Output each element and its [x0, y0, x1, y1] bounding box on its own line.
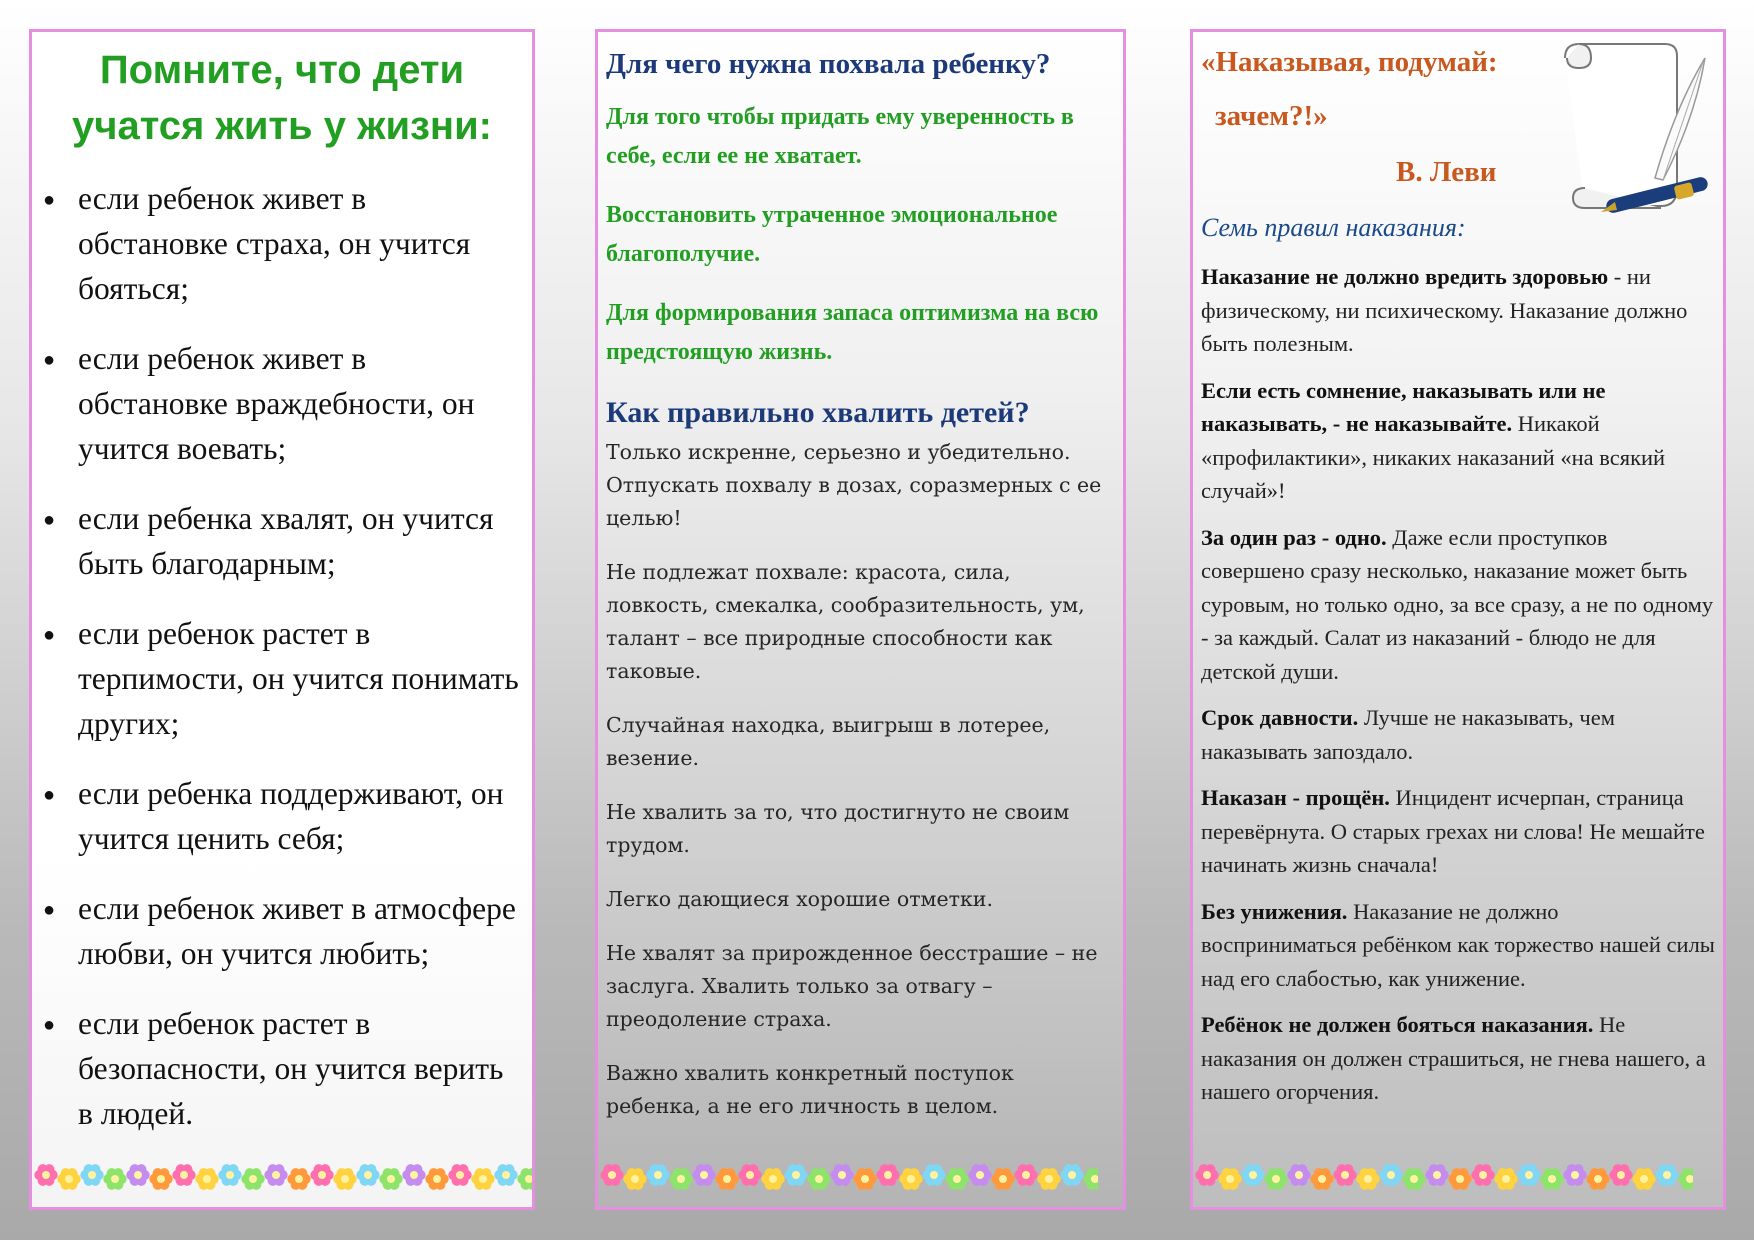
flower-icon: [1310, 1168, 1333, 1190]
panel1-list: [32, 176, 532, 1136]
flower-icon: [218, 1164, 241, 1186]
flower-icon: [1609, 1164, 1632, 1186]
flower-icon: [402, 1164, 425, 1186]
flower-border-icon: [1193, 1155, 1693, 1197]
flower-icon: [1264, 1168, 1287, 1190]
flower-icon: [646, 1164, 669, 1186]
bullet-icon: ●: [43, 624, 56, 646]
bullet-icon: ●: [43, 1014, 56, 1036]
flower-icon: [471, 1168, 494, 1190]
flower-icon: [379, 1168, 402, 1190]
flower-icon: [945, 1168, 968, 1190]
punishment-rule: Срок давности. Лучше не наказывать, чем наказывать запоздало.: [1201, 705, 1615, 764]
flower-icon: [310, 1164, 333, 1186]
flower-icon: [287, 1168, 310, 1190]
panel-right: [1190, 29, 1726, 1210]
panel-left: [29, 29, 535, 1210]
flower-icon: [448, 1164, 471, 1186]
punishment-rule: Если есть сомнение, наказывать или не наказывать, - не наказывайте. Никакой «профилактики», никаких наказаний «на всякий случай»!: [1201, 377, 1666, 503]
flower-icon: [425, 1168, 448, 1190]
flower-icon: [264, 1164, 287, 1186]
flower-icon: [991, 1168, 1014, 1190]
flower-icon: [494, 1164, 517, 1186]
flower-icon: [1655, 1164, 1678, 1186]
praise-rule: Не подлежат похвале: красота, сила, ловкость, смекалка, сообразительность, ум, талант – все природные способности как таковые.: [606, 560, 1085, 683]
flower-icon: [356, 1164, 379, 1186]
quote-author: В. Леви: [1396, 156, 1497, 188]
flower-icon: [1586, 1168, 1609, 1190]
list-item: ● если ребенок живет в атмосфере любви, он учится любить;: [43, 891, 516, 971]
panel1-title: Помните, что дети учатся жить у жизни:: [72, 48, 492, 148]
flower-icon: [1471, 1164, 1494, 1186]
flower-icon: [195, 1168, 218, 1190]
praise-rule: Не хвалят за прирожденное бесстрашие – не заслуга. Хвалить только за отвагу – преодоление страха.: [606, 941, 1098, 1031]
punishment-rule: За один раз - одно. Даже если проступков совершено сразу несколько, наказание может быть суровым, но только одно, за все сразу, а не по одному - за каждый. Салат из наказаний - блюдо не для детской души.: [1201, 524, 1714, 684]
praise-rule: Случайная находка, выигрыш в лотерее, везение.: [606, 713, 1051, 770]
flower-icon: [1425, 1164, 1448, 1186]
flower-icon: [922, 1164, 945, 1186]
flower-icon: [1494, 1168, 1517, 1190]
flower-border-icon: [598, 1155, 1098, 1197]
flower-icon: [126, 1164, 149, 1186]
panel-middle: [595, 29, 1126, 1210]
flower-icon: [80, 1164, 103, 1186]
list-item: ● если ребенка поддерживают, он учится ценить себя;: [43, 776, 504, 856]
flower-icon: [1037, 1168, 1060, 1190]
flower-icon: [333, 1168, 356, 1190]
flower-icon: [149, 1168, 172, 1190]
flower-icon: [1517, 1164, 1540, 1186]
bullet-icon: ●: [43, 784, 56, 806]
flower-icon: [784, 1164, 807, 1186]
praise-reason: Восстановить утраченное эмоциональное благополучие.: [606, 202, 1058, 267]
panel2-title: Для чего нужна похвала ребенку?: [606, 48, 1051, 80]
flower-icon: [1356, 1168, 1379, 1190]
praise-rule: Легко дающиеся хорошие отметки.: [606, 887, 993, 911]
praise-rule: Только искренне, серьезно и убедительно. Отпускать похвалу в дозах, соразмерных с ее целью!: [606, 440, 1102, 530]
list-item: ● если ребенок растет в безопасности, он учится верить в людей.: [43, 1006, 504, 1131]
flower-icon: [1195, 1164, 1218, 1186]
list-item: ● если ребенок живет в обстановке враждебности, он учится воевать;: [43, 341, 475, 466]
flower-icon: [1402, 1168, 1425, 1190]
flower-icon: [830, 1164, 853, 1186]
bullet-icon: ●: [43, 349, 56, 371]
praise-rule: Не хвалить за то, что достигнуто не своим трудом.: [606, 800, 1070, 857]
quote-line-2: зачем?!»: [1215, 100, 1328, 132]
flower-icon: [1632, 1168, 1655, 1190]
flower-icon: [853, 1168, 876, 1190]
flower-icon: [1678, 1168, 1693, 1190]
punishment-rule: Наказание не должно вредить здоровью - ни физическому, ни психическому. Наказание должно быть полезным.: [1201, 264, 1688, 356]
bullet-icon: ●: [43, 509, 56, 531]
flower-icon: [623, 1168, 646, 1190]
list-item: ● если ребенок живет в обстановке страха, он учится бояться;: [43, 181, 471, 306]
flower-icon: [761, 1168, 784, 1190]
punishment-rule: Без унижения. Наказание не должно восприниматься ребёнком как торжество нашей силы над его слабостью, как унижение.: [1201, 898, 1715, 991]
flower-icon: [968, 1164, 991, 1186]
flower-icon: [241, 1168, 264, 1190]
flower-icon: [715, 1168, 738, 1190]
list-item: ● если ребенка хвалят, он учится быть благодарным;: [43, 501, 494, 581]
flower-icon: [1379, 1164, 1402, 1186]
praise-reason: Для того чтобы придать ему уверенность в себе, если ее не хватает.: [606, 104, 1074, 169]
flower-icon: [1014, 1164, 1037, 1186]
flower-icon: [692, 1164, 715, 1186]
bullet-icon: ●: [43, 189, 56, 211]
flower-icon: [1060, 1164, 1083, 1186]
flower-icon: [1448, 1168, 1471, 1190]
flower-icon: [1333, 1164, 1356, 1186]
punishment-rule: Наказан - прощён. Инцидент исчерпан, страница перевёрнута. О старых грехах ни слова! Не мешайте начинать жизнь сначала!: [1201, 785, 1705, 877]
praise-rule: Важно хвалить конкретный поступок ребенка, а не его личность в целом.: [606, 1061, 1014, 1118]
flower-icon: [103, 1168, 126, 1190]
flower-icon: [1287, 1164, 1310, 1186]
flower-icon: [1083, 1168, 1098, 1190]
list-item: ● если ребенок растет в терпимости, он учится понимать других;: [43, 616, 519, 741]
flower-icon: [669, 1168, 692, 1190]
flower-icon: [738, 1164, 761, 1186]
flower-icon: [876, 1164, 899, 1186]
quote-line-1: «Наказывая, подумай:: [1201, 46, 1498, 78]
flower-icon: [172, 1164, 195, 1186]
flower-icon: [1241, 1164, 1264, 1186]
flower-icon: [899, 1168, 922, 1190]
bullet-icon: ●: [43, 899, 56, 921]
rules-subtitle: Семь правил наказания:: [1201, 213, 1466, 242]
praise-reason: Для формирования запаса оптимизма на всю предстоящую жизнь.: [606, 300, 1099, 365]
flower-icon: [807, 1168, 830, 1190]
flower-icon: [1540, 1168, 1563, 1190]
flower-icon: [1218, 1168, 1241, 1190]
flower-border-icon: [32, 1155, 532, 1197]
scroll-quill-pen-icon: [1545, 38, 1713, 222]
flower-icon: [34, 1164, 57, 1186]
flower-icon: [600, 1164, 623, 1186]
flower-icon: [57, 1168, 80, 1190]
punishment-rule: Ребёнок не должен бояться наказания. Не наказания он должен страшиться, не гнева нашего, а нашего огорчения.: [1201, 1012, 1706, 1104]
flower-icon: [1563, 1164, 1586, 1186]
flower-icon: [517, 1168, 532, 1190]
panel2-subtitle: Как правильно хвалить детей?: [606, 396, 1030, 429]
